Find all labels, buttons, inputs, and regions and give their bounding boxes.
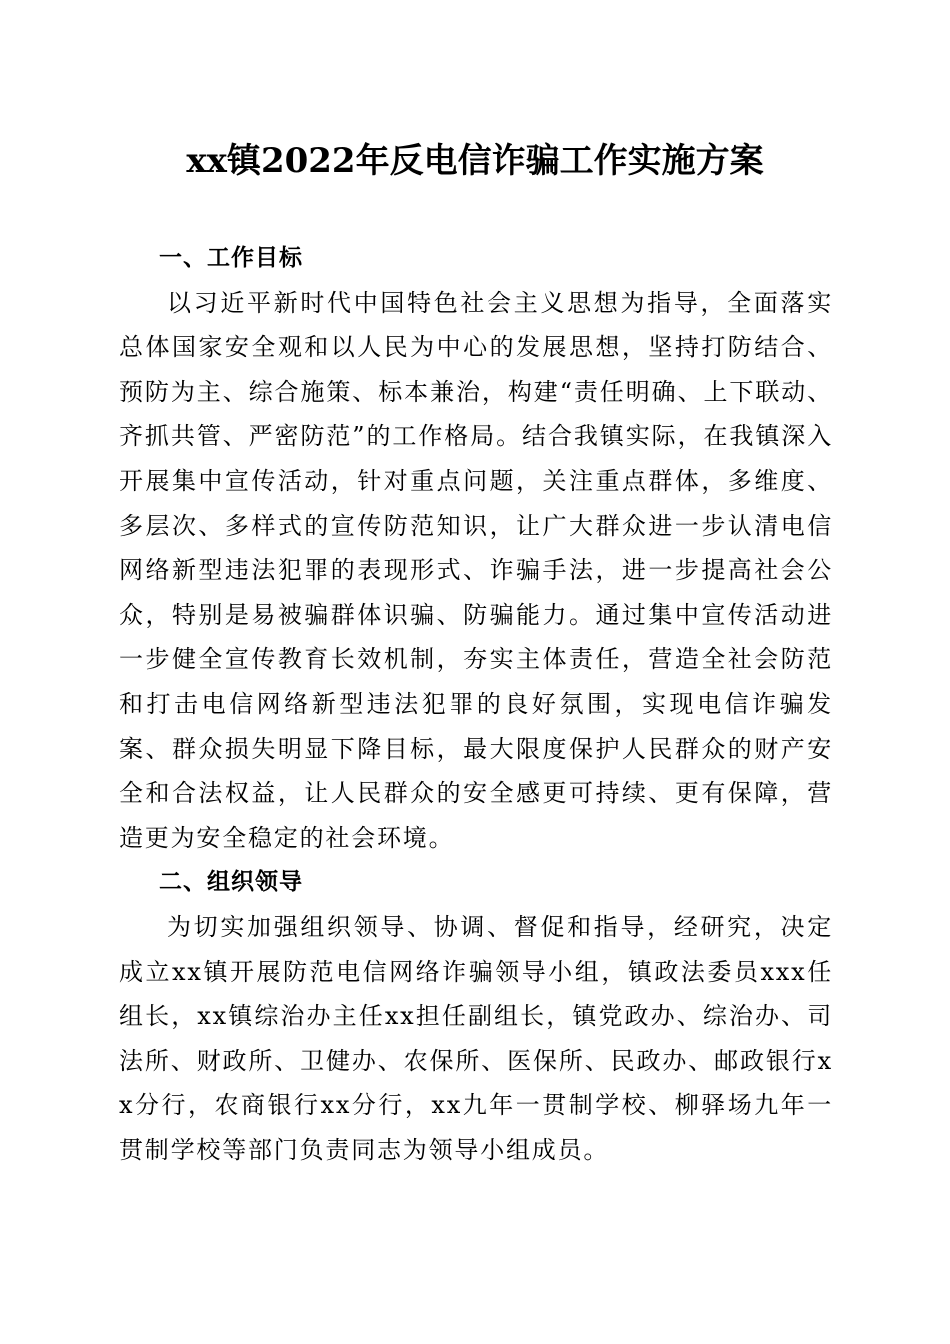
section-paragraph-organization-leadership: 为切实加强组织领导、协调、督促和指导，经研究，决定成立xx镇开展防范电信网络诈骗领导小组，镇政法委员xxx任组长，xx镇综治办主任xx担任副组长，镇党政办、综治办、司法所、财政所、卫健办、农保所、医保所、民政办、邮政银行xx分行，农商银行xx分行，xx九年一贯制学校、柳驿场九年一贯制学校等部门负责同志为领导小组成员。: [119, 912, 833, 1164]
section-heading-organization-leadership: 二、组织领导: [159, 869, 303, 896]
document-body: [119, 236, 833, 1172]
section-heading-work-goals: 一、工作目标: [159, 245, 303, 271]
section-work-goals: [119, 236, 833, 860]
section-organization-leadership: [119, 860, 833, 1172]
document-title: xx镇2022年反电信诈骗工作实施方案: [186, 141, 764, 181]
section-paragraph-work-goals: 以习近平新时代中国特色社会主义思想为指导，全面落实总体国家安全观和以人民为中心的发展思想，坚持打防结合、预防为主、综合施策、标本兼治，构建“责任明确、上下联动、齐抓共管、严密防范”的工作格局。结合我镇实际，在我镇深入开展集中宣传活动，针对重点问题，关注重点群体，多维度、多层次、多样式的宣传防范知识，让广大群众进一步认清电信网络新型违法犯罪的表现形式、诈骗手法，进一步提高社会公众，特别是易被骗群体识骗、防骗能力。通过集中宣传活动进一步健全宣传教育长效机制，夯实主体责任，营造全社会防范和打击电信网络新型违法犯罪的良好氛围，实现电信诈骗发案、群众损失明显下降目标，最大限度保护人民群众的财产安全和合法权益，让人民群众的安全感更可持续、更有保障，营造更为安全稳定的社会环境。: [119, 288, 833, 852]
